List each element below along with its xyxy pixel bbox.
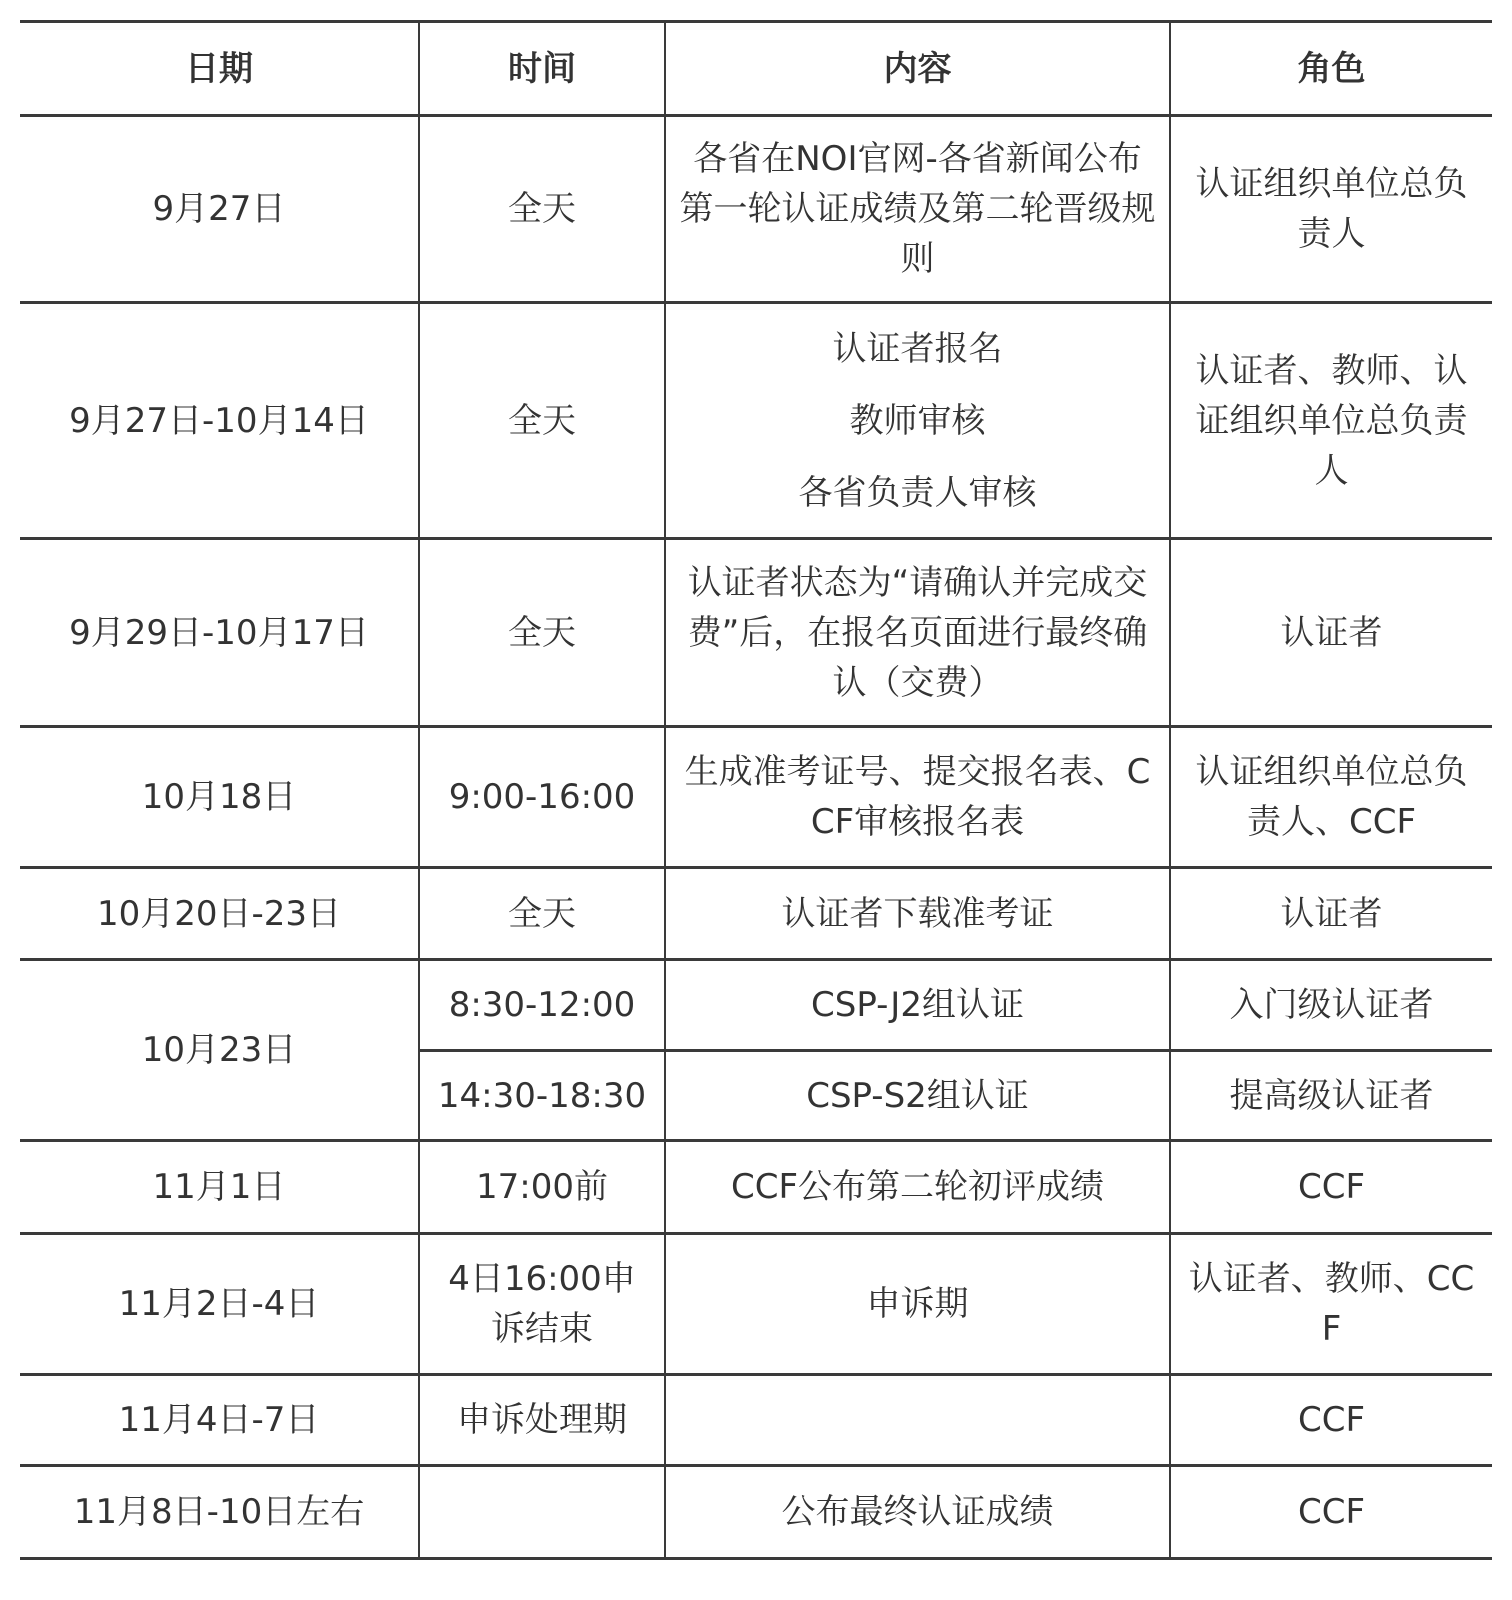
role-cell: 认证组织单位总负责人: [1170, 116, 1492, 303]
table-row: [20, 1141, 1492, 1234]
date-cell: 10月18日: [20, 727, 419, 868]
content-cell: 公布最终认证成绩: [665, 1466, 1170, 1559]
header-row: [20, 22, 1492, 116]
content-line: 认证者报名: [832, 328, 1003, 369]
date-cell: 9月27日-10月14日: [20, 303, 419, 539]
role-cell: 提高级认证者: [1170, 1051, 1492, 1141]
content-cell: 申诉期: [665, 1234, 1170, 1375]
content-cell: 各省在NOI官网-各省新闻公布第一轮认证成绩及第二轮晋级规则: [665, 116, 1170, 303]
content-cell: CSP-S2组认证: [665, 1051, 1170, 1141]
content-line: 教师审核: [849, 400, 986, 441]
date-cell: 9月29日-10月17日: [20, 539, 419, 727]
time-cell: 17:00前: [419, 1141, 665, 1234]
role-cell: CCF: [1170, 1466, 1492, 1559]
content-line: 各省负责人审核: [798, 472, 1037, 513]
date-cell: 11月8日-10日左右: [20, 1466, 419, 1559]
table-row: [20, 1375, 1492, 1466]
schedule-table: [20, 20, 1492, 1560]
table-row: [20, 539, 1492, 727]
time-cell: 申诉处理期: [419, 1375, 665, 1466]
date-cell: 10月20日-23日: [20, 868, 419, 960]
time-cell: 全天: [419, 868, 665, 960]
date-cell: 11月4日-7日: [20, 1375, 419, 1466]
content-cell: [665, 1375, 1170, 1466]
time-cell: 全天: [419, 303, 665, 539]
time-cell: 全天: [419, 116, 665, 303]
table-row: [20, 727, 1492, 868]
table-row: [20, 868, 1492, 960]
header-role: 角色: [1170, 22, 1492, 116]
role-cell: 认证者、教师、CCF: [1170, 1234, 1492, 1375]
role-cell: CCF: [1170, 1141, 1492, 1234]
date-cell: 11月1日: [20, 1141, 419, 1234]
header-content: 内容: [665, 22, 1170, 116]
header-time: 时间: [419, 22, 665, 116]
content-cell: CCF公布第二轮初评成绩: [665, 1141, 1170, 1234]
role-cell: 认证组织单位总负责人、CCF: [1170, 727, 1492, 868]
role-cell: 认证者、教师、认证组织单位总负责人: [1170, 303, 1492, 539]
time-cell: 8:30-12:00: [419, 960, 665, 1051]
header-date: 日期: [20, 22, 419, 116]
time-cell: 4日16:00申诉结束: [419, 1234, 665, 1375]
date-cell: 10月23日: [20, 960, 419, 1141]
content-cell: 认证者下载准考证: [665, 868, 1170, 960]
table-row: [20, 960, 1492, 1051]
time-cell: 9:00-16:00: [419, 727, 665, 868]
content-cell: CSP-J2组认证: [665, 960, 1170, 1051]
table-row: [20, 1466, 1492, 1559]
content-cell: 生成准考证号、提交报名表、CCF审核报名表: [665, 727, 1170, 868]
table-row: [20, 1234, 1492, 1375]
time-cell: 14:30-18:30: [419, 1051, 665, 1141]
time-cell: 全天: [419, 539, 665, 727]
role-cell: 认证者: [1170, 868, 1492, 960]
content-cell: 认证者状态为“请确认并完成交费”后，在报名页面进行最终确认（交费）: [665, 539, 1170, 727]
table-row: [20, 116, 1492, 303]
content-cell: [665, 303, 1170, 539]
role-cell: 入门级认证者: [1170, 960, 1492, 1051]
role-cell: CCF: [1170, 1375, 1492, 1466]
table-row: [20, 303, 1492, 539]
date-cell: 9月27日: [20, 116, 419, 303]
time-cell: [419, 1466, 665, 1559]
date-cell: 11月2日-4日: [20, 1234, 419, 1375]
role-cell: 认证者: [1170, 539, 1492, 727]
